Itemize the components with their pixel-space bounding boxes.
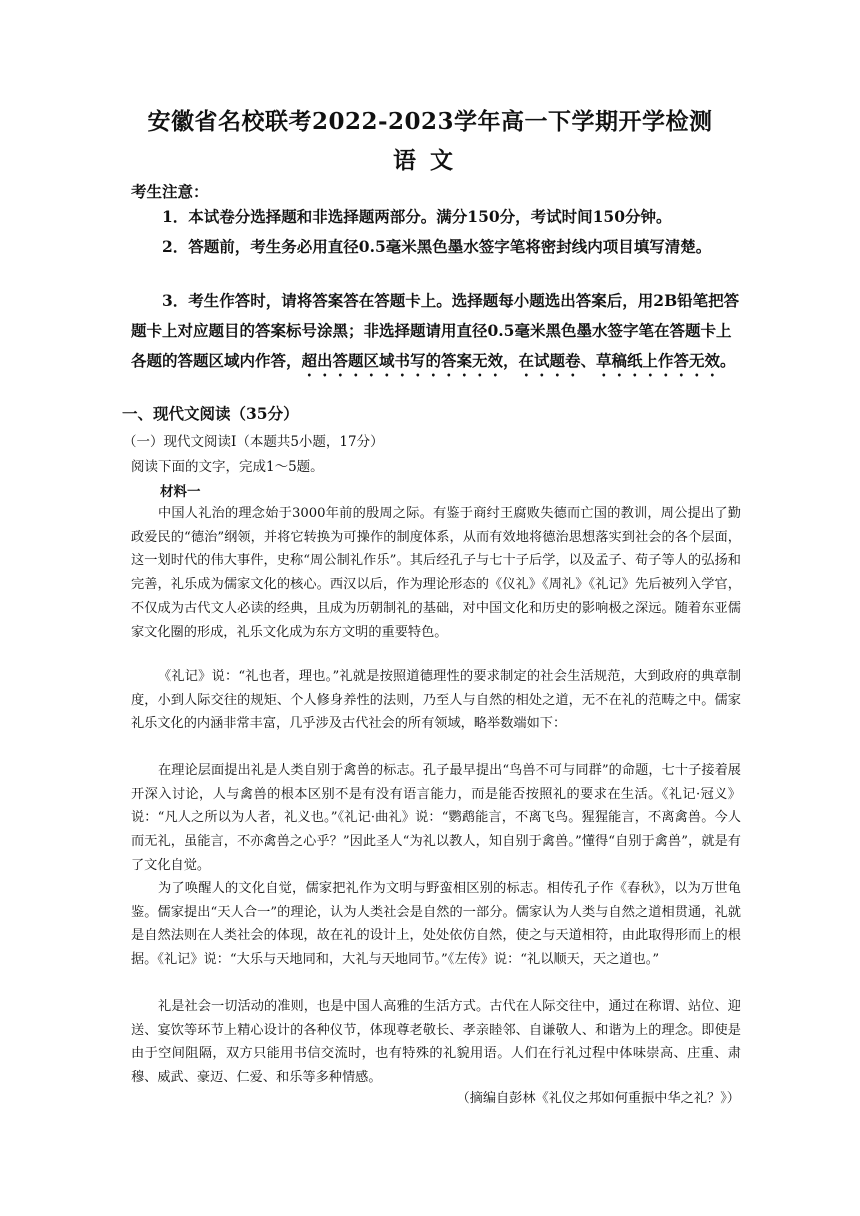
passage-paragraph-2: 《礼记》说：“礼也者，理也。”礼就是按照道德理性的要求制定的社会生活规范，大到政府的典章制度，小到人际交往的规矩、个人修身养性的法则，乃至人与自然的相处之道，无不在礼的范畴之中。儒家礼乐文化的内涵非常丰富，几乎涉及古代社会的所有领域，略举数端如下： (131, 669, 741, 732)
notice-item-3-text: 3．考生作答时，请将答案答在答题卡上。选择题每小题选出答案后，用2B铅笔把答题卡上对应题目的答案标号涂黑；非选择题请用直径0.5毫米黑色墨水签字笔在答题卡上各题的答题区域内作答， (131, 291, 740, 370)
section-subtitle: （一）现代文阅读Ⅰ（本题共5小题，17分） (123, 434, 384, 450)
reading-instruction: 阅读下面的文字，完成1～5题。 (131, 459, 324, 475)
notice-item-2: 2．答题前，考生务必用直径0.5毫米黑色墨水签字笔将密封线内项目填写清楚。 (162, 237, 712, 256)
passage-paragraph-3: 在理论层面提出礼是人类自别于禽兽的标志。孔子最早提出“鸟兽不可与同群”的命题，七十子接着展开深入讨论，人与禽兽的根本区别不是有没有语言能力，而是能否按照礼的要求在生活。《礼记·冠义》说：“凡人之所以为人者，礼义也。”《礼记·曲礼》说：“鹦鹉能言，不离飞鸟。猩猩能言，不离禽兽。今人而无礼，虽能言，不亦禽兽之心乎？”因此圣人“为礼以教人，知自别于禽兽。”懂得“自别于禽兽”，就是有了文化自觉。 (131, 763, 741, 873)
passage-paragraph-5: 礼是社会一切活动的准则，也是中国人高雅的生活方式。古代在人际交往中，通过在称谓、站位、迎送、宴饮等环节上精心设计的各种仪节，体现尊老敬长、孝亲睦邻、自谦敬人、和谐为上的理念。即使是由于空间阻隔，双方只能用书信交流时，也有特殊的礼貌用语。人们在行礼过程中体味崇高、庄重、肃穆、威武、豪迈、仁爱、和乐等多种情感。 (131, 999, 741, 1086)
exam-subject: 语文 (393, 147, 467, 174)
section-title: 一、现代文阅读（35分） (122, 404, 299, 423)
passage-source: （摘编自彭林《礼仪之邦如何重振中华之礼？》） (456, 1091, 740, 1106)
material-label: 材料一 (160, 484, 201, 500)
notice-label: 考生注意： (131, 182, 209, 201)
notice-item-3-emphasis: 超出答题区域书写的答案无效，在试题卷、草稿纸上作答无效。 (301, 351, 736, 370)
exam-title: 安徽省名校联考2022-2023学年高一下学期开学检测 (147, 108, 713, 135)
notice-item-1: 1．本试卷分选择题和非选择题两部分。满分150分，考试时间150分钟。 (162, 207, 672, 226)
passage-paragraph-4: 为了唤醒人的文化自觉，儒家把礼作为文明与野蛮相区别的标志。相传孔子作《春秋》，以为万世龟鉴。儒家提出“天人合一”的理论，认为人类社会是自然的一部分。儒家认为人类与自然之道相贯通，礼就是自然法则在人类社会的体现，故在礼的设计上，处处依仿自然，使之与天道相符，由此取得形而上的根据。《礼记》说：“大乐与天地同和，大礼与天地同节。”《左传》说：“礼以顺天，天之道也。” (131, 881, 741, 968)
passage-paragraph-1: 中国人礼治的理念始于3000年前的殷周之际。有鉴于商纣王腐败失德而亡国的教训，周公提出了勤政爱民的“德治”纲领，并将它转换为可操作的制度体系，从而有效地将德治思想落实到社会的各个层面，这一划时代的伟大事件，史称“周公制礼作乐”。其后经孔子与七十子后学，以及孟子、荀子等人的弘扬和完善，礼乐成为儒家文化的核心。西汉以后，作为理论形态的《仪礼》《周礼》《礼记》先后被列入学官，不仅成为古代文人必读的经典，且成为历朝制礼的基础，对中国文化和历史的影响极之深远。随着东亚儒家文化圈的形成，礼乐文化成为东方文明的重要特色。 (131, 506, 741, 640)
notice-item-3 (131, 286, 741, 380)
